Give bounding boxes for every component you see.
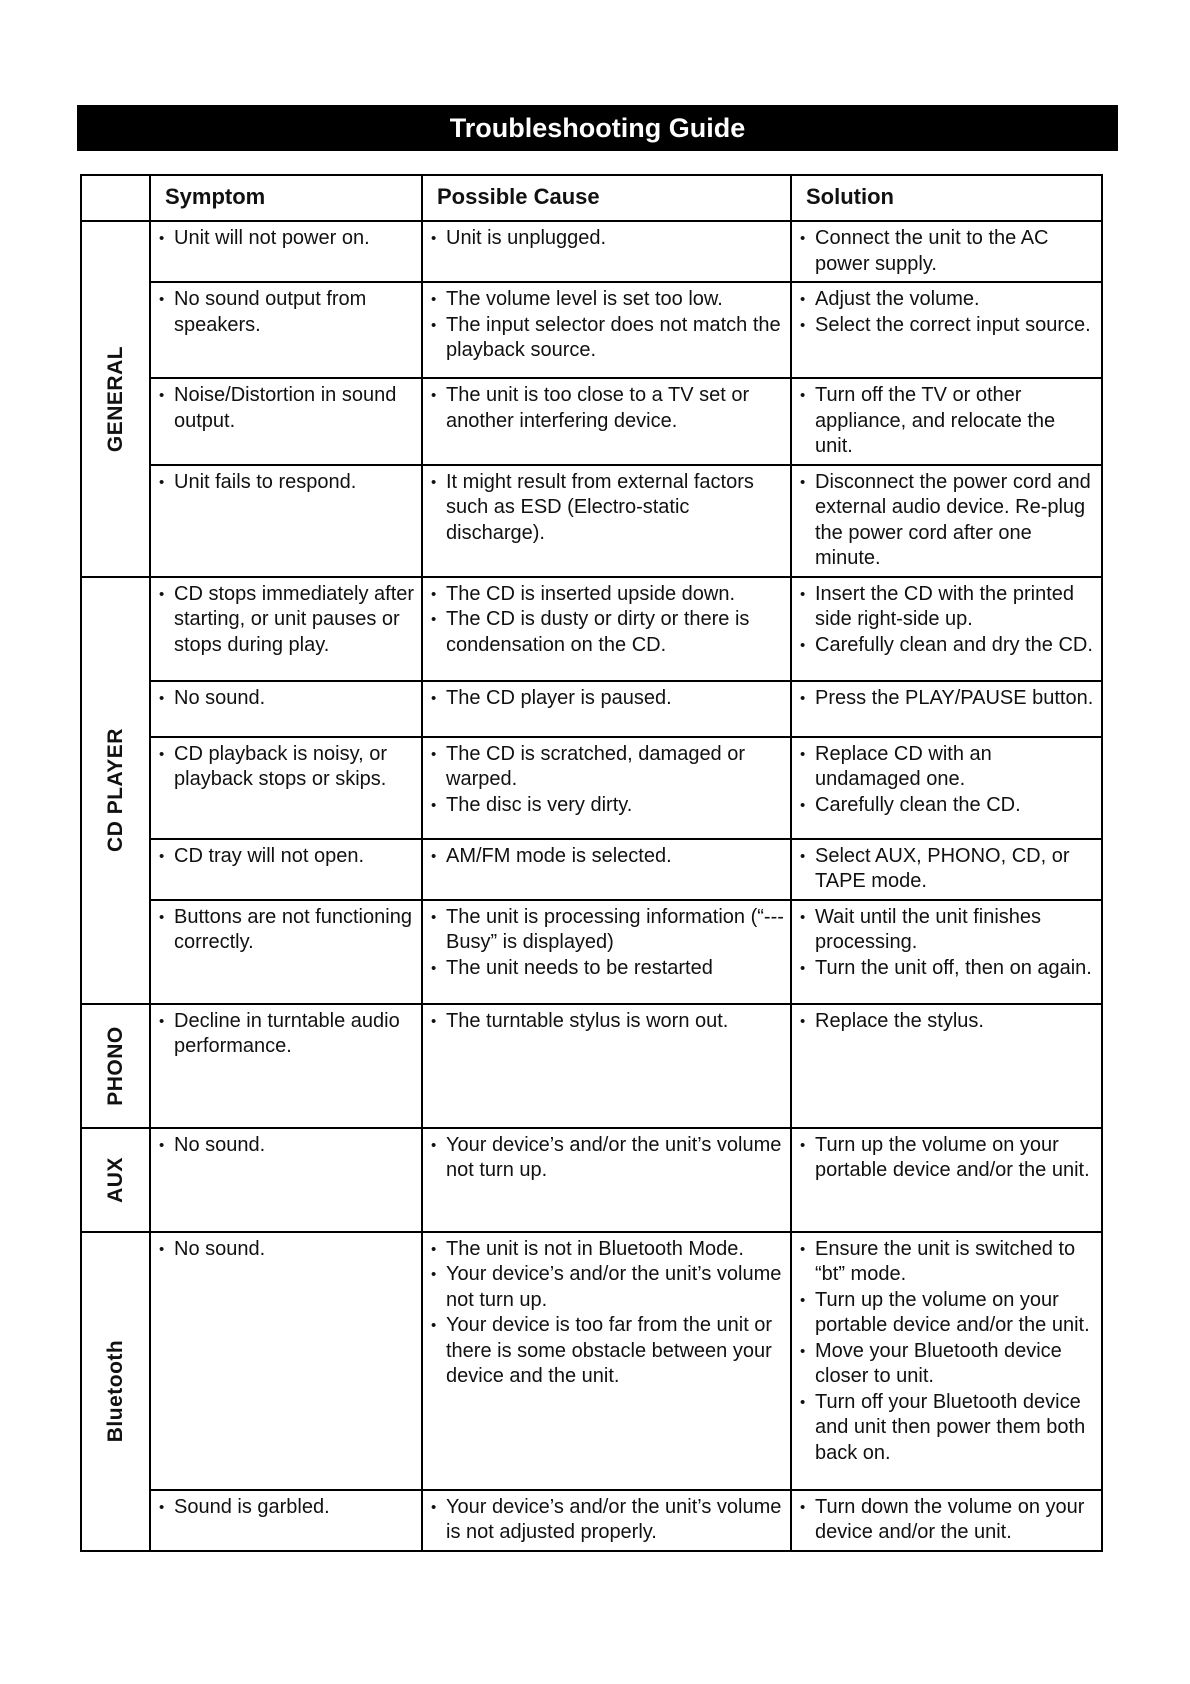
list-item: • No sound. <box>159 686 417 712</box>
list-item: • Replace the stylus. <box>800 1009 1097 1035</box>
symptom-cell <box>150 577 422 681</box>
cause-list <box>423 578 790 663</box>
symptom-list <box>151 840 421 874</box>
table-row <box>81 378 1102 465</box>
solution-cell <box>791 378 1102 465</box>
list-item: • Your device’s and/or the unit’s volume is not adjusted properly. <box>431 1495 786 1546</box>
category-label: Bluetooth <box>103 1339 127 1443</box>
cause-list <box>423 1491 790 1550</box>
symptom-list <box>151 738 421 797</box>
table-row <box>81 577 1102 681</box>
symptom-cell <box>150 737 422 839</box>
cause-cell <box>422 221 791 282</box>
solution-list <box>792 1005 1101 1039</box>
list-item: • Your device’s and/or the unit’s volume not turn up. <box>431 1262 786 1313</box>
symptom-cell <box>150 900 422 1004</box>
cause-cell <box>422 900 791 1004</box>
symptom-list <box>151 1233 421 1267</box>
list-item: • The CD player is paused. <box>431 686 786 712</box>
cause-list <box>423 901 790 986</box>
symptom-list <box>151 1491 421 1525</box>
solution-cell <box>791 465 1102 577</box>
list-item: • Turn the unit off, then on again. <box>800 956 1097 982</box>
solution-cell <box>791 1232 1102 1490</box>
list-item: • The CD is dusty or dirty or there is condensation on the CD. <box>431 607 786 658</box>
category-label: AUX <box>103 1156 127 1203</box>
page-title: Troubleshooting Guide <box>77 105 1118 151</box>
solution-cell <box>791 221 1102 282</box>
list-item: • Turn off your Bluetooth device and unit then power them both back on. <box>800 1390 1097 1467</box>
list-item: • CD tray will not open. <box>159 844 417 870</box>
category-cd-player <box>81 577 150 1004</box>
cause-list <box>423 466 790 551</box>
category-label: CD PLAYER <box>103 728 127 852</box>
category-aux <box>81 1128 150 1232</box>
list-item: • Select the correct input source. <box>800 313 1097 339</box>
solution-cell <box>791 681 1102 737</box>
list-item: • Sound is garbled. <box>159 1495 417 1521</box>
list-item: • Turn up the volume on your portable device and/or the unit. <box>800 1288 1097 1339</box>
list-item: • Buttons are not functioning correctly. <box>159 905 417 956</box>
category-bluetooth <box>81 1232 150 1551</box>
list-item: • Your device’s and/or the unit’s volume not turn up. <box>431 1133 786 1184</box>
solution-list <box>792 1233 1101 1471</box>
list-item: • Insert the CD with the printed side right-side up. <box>800 582 1097 633</box>
list-item: • The disc is very dirty. <box>431 793 786 819</box>
list-item: • Wait until the unit finishes processing. <box>800 905 1097 956</box>
solution-cell <box>791 900 1102 1004</box>
cause-cell <box>422 839 791 900</box>
list-item: • Unit will not power on. <box>159 226 417 252</box>
list-item: • The input selector does not match the playback source. <box>431 313 786 364</box>
list-item: • Adjust the volume. <box>800 287 1097 313</box>
table-row <box>81 465 1102 577</box>
header-row <box>81 175 1102 221</box>
symptom-cell <box>150 1004 422 1128</box>
solution-list <box>792 466 1101 576</box>
list-item: • AM/FM mode is selected. <box>431 844 786 870</box>
symptom-cell <box>150 1128 422 1232</box>
table-row <box>81 282 1102 378</box>
list-item: • Connect the unit to the AC power supply. <box>800 226 1097 277</box>
list-item: • The unit is processing information (“--- Busy” is displayed) <box>431 905 786 956</box>
list-item: • Move your Bluetooth device closer to unit. <box>800 1339 1097 1390</box>
list-item: • Unit fails to respond. <box>159 470 417 496</box>
symptom-cell <box>150 1232 422 1490</box>
solution-header: Solution <box>791 175 1102 221</box>
symptom-cell <box>150 465 422 577</box>
solution-list <box>792 222 1101 281</box>
list-item: • Ensure the unit is switched to “bt” mode. <box>800 1237 1097 1288</box>
symptom-list <box>151 1129 421 1163</box>
troubleshooting-table <box>80 174 1103 1552</box>
symptom-cell <box>150 681 422 737</box>
solution-list <box>792 1129 1101 1188</box>
solution-list <box>792 682 1101 716</box>
cause-header: Possible Cause <box>422 175 791 221</box>
table-row <box>81 839 1102 900</box>
header-corner <box>81 175 150 221</box>
list-item: • Turn up the volume on your portable device and/or the unit. <box>800 1133 1097 1184</box>
list-item: • Turn down the volume on your device and/or the unit. <box>800 1495 1097 1546</box>
list-item: • Select AUX, PHONO, CD, or TAPE mode. <box>800 844 1097 895</box>
table-row <box>81 900 1102 1004</box>
cause-cell <box>422 577 791 681</box>
symptom-list <box>151 682 421 716</box>
symptom-cell <box>150 221 422 282</box>
symptom-list <box>151 901 421 960</box>
solution-list <box>792 379 1101 464</box>
list-item: • Carefully clean the CD. <box>800 793 1097 819</box>
list-item: • No sound output from speakers. <box>159 287 417 338</box>
cause-cell <box>422 737 791 839</box>
cause-list <box>423 379 790 438</box>
list-item: • The unit needs to be restarted <box>431 956 786 982</box>
symptom-header: Symptom <box>150 175 422 221</box>
list-item: • Your device is too far from the unit or there is some obstacle between your device and the unit. <box>431 1313 786 1390</box>
cause-cell <box>422 1128 791 1232</box>
table-row <box>81 1004 1102 1128</box>
solution-list <box>792 738 1101 823</box>
list-item: • The CD is inserted upside down. <box>431 582 786 608</box>
solution-cell <box>791 1128 1102 1232</box>
cause-list <box>423 840 790 874</box>
list-item: • Turn off the TV or other appliance, and relocate the unit. <box>800 383 1097 460</box>
symptom-list <box>151 222 421 256</box>
list-item: • The CD is scratched, damaged or warped. <box>431 742 786 793</box>
table-row <box>81 221 1102 282</box>
cause-list <box>423 222 790 256</box>
symptom-list <box>151 379 421 438</box>
cause-cell <box>422 1490 791 1551</box>
solution-list <box>792 840 1101 899</box>
list-item: • CD stops immediately after starting, or unit pauses or stops during play. <box>159 582 417 659</box>
table-row <box>81 1490 1102 1551</box>
table-body <box>81 221 1102 1551</box>
category-label: GENERAL <box>103 345 127 452</box>
list-item: • It might result from external factors such as ESD (Electro-static discharge). <box>431 470 786 547</box>
list-item: • Press the PLAY/PAUSE button. <box>800 686 1097 712</box>
cause-cell <box>422 282 791 378</box>
cause-list <box>423 1129 790 1188</box>
solution-cell <box>791 737 1102 839</box>
solution-list <box>792 901 1101 986</box>
category-phono <box>81 1004 150 1128</box>
cause-cell <box>422 378 791 465</box>
solution-list <box>792 1491 1101 1550</box>
cause-list <box>423 738 790 823</box>
list-item: • Disconnect the power cord and external audio device. Re-plug the power cord after one minute. <box>800 470 1097 572</box>
table-row <box>81 681 1102 737</box>
list-item: • The turntable stylus is worn out. <box>431 1009 786 1035</box>
list-item: • Noise/Distortion in sound output. <box>159 383 417 434</box>
solution-list <box>792 578 1101 663</box>
table-row <box>81 737 1102 839</box>
list-item: • CD playback is noisy, or playback stops or skips. <box>159 742 417 793</box>
solution-cell <box>791 839 1102 900</box>
symptom-cell <box>150 282 422 378</box>
solution-cell <box>791 1004 1102 1128</box>
cause-cell <box>422 1232 791 1490</box>
symptom-cell <box>150 378 422 465</box>
cause-cell <box>422 1004 791 1128</box>
list-item: • Decline in turntable audio performance. <box>159 1009 417 1060</box>
table-row <box>81 1232 1102 1490</box>
solution-cell <box>791 577 1102 681</box>
symptom-cell <box>150 839 422 900</box>
solution-list <box>792 283 1101 342</box>
list-item: • Carefully clean and dry the CD. <box>800 633 1097 659</box>
list-item: • No sound. <box>159 1133 417 1159</box>
symptom-cell <box>150 1490 422 1551</box>
list-item: • The volume level is set too low. <box>431 287 786 313</box>
list-item: • Replace CD with an undamaged one. <box>800 742 1097 793</box>
symptom-list <box>151 466 421 500</box>
symptom-list <box>151 1005 421 1064</box>
list-item: • Unit is unplugged. <box>431 226 786 252</box>
list-item: • No sound. <box>159 1237 417 1263</box>
solution-cell <box>791 1490 1102 1551</box>
cause-list <box>423 682 790 716</box>
category-label: PHONO <box>103 1025 127 1106</box>
cause-list <box>423 1005 790 1039</box>
table-row <box>81 1128 1102 1232</box>
cause-list <box>423 283 790 368</box>
symptom-list <box>151 578 421 663</box>
cause-cell <box>422 465 791 577</box>
symptom-list <box>151 283 421 342</box>
category-general <box>81 221 150 577</box>
solution-cell <box>791 282 1102 378</box>
list-item: • The unit is not in Bluetooth Mode. <box>431 1237 786 1263</box>
cause-list <box>423 1233 790 1394</box>
cause-cell <box>422 681 791 737</box>
list-item: • The unit is too close to a TV set or another interfering device. <box>431 383 786 434</box>
